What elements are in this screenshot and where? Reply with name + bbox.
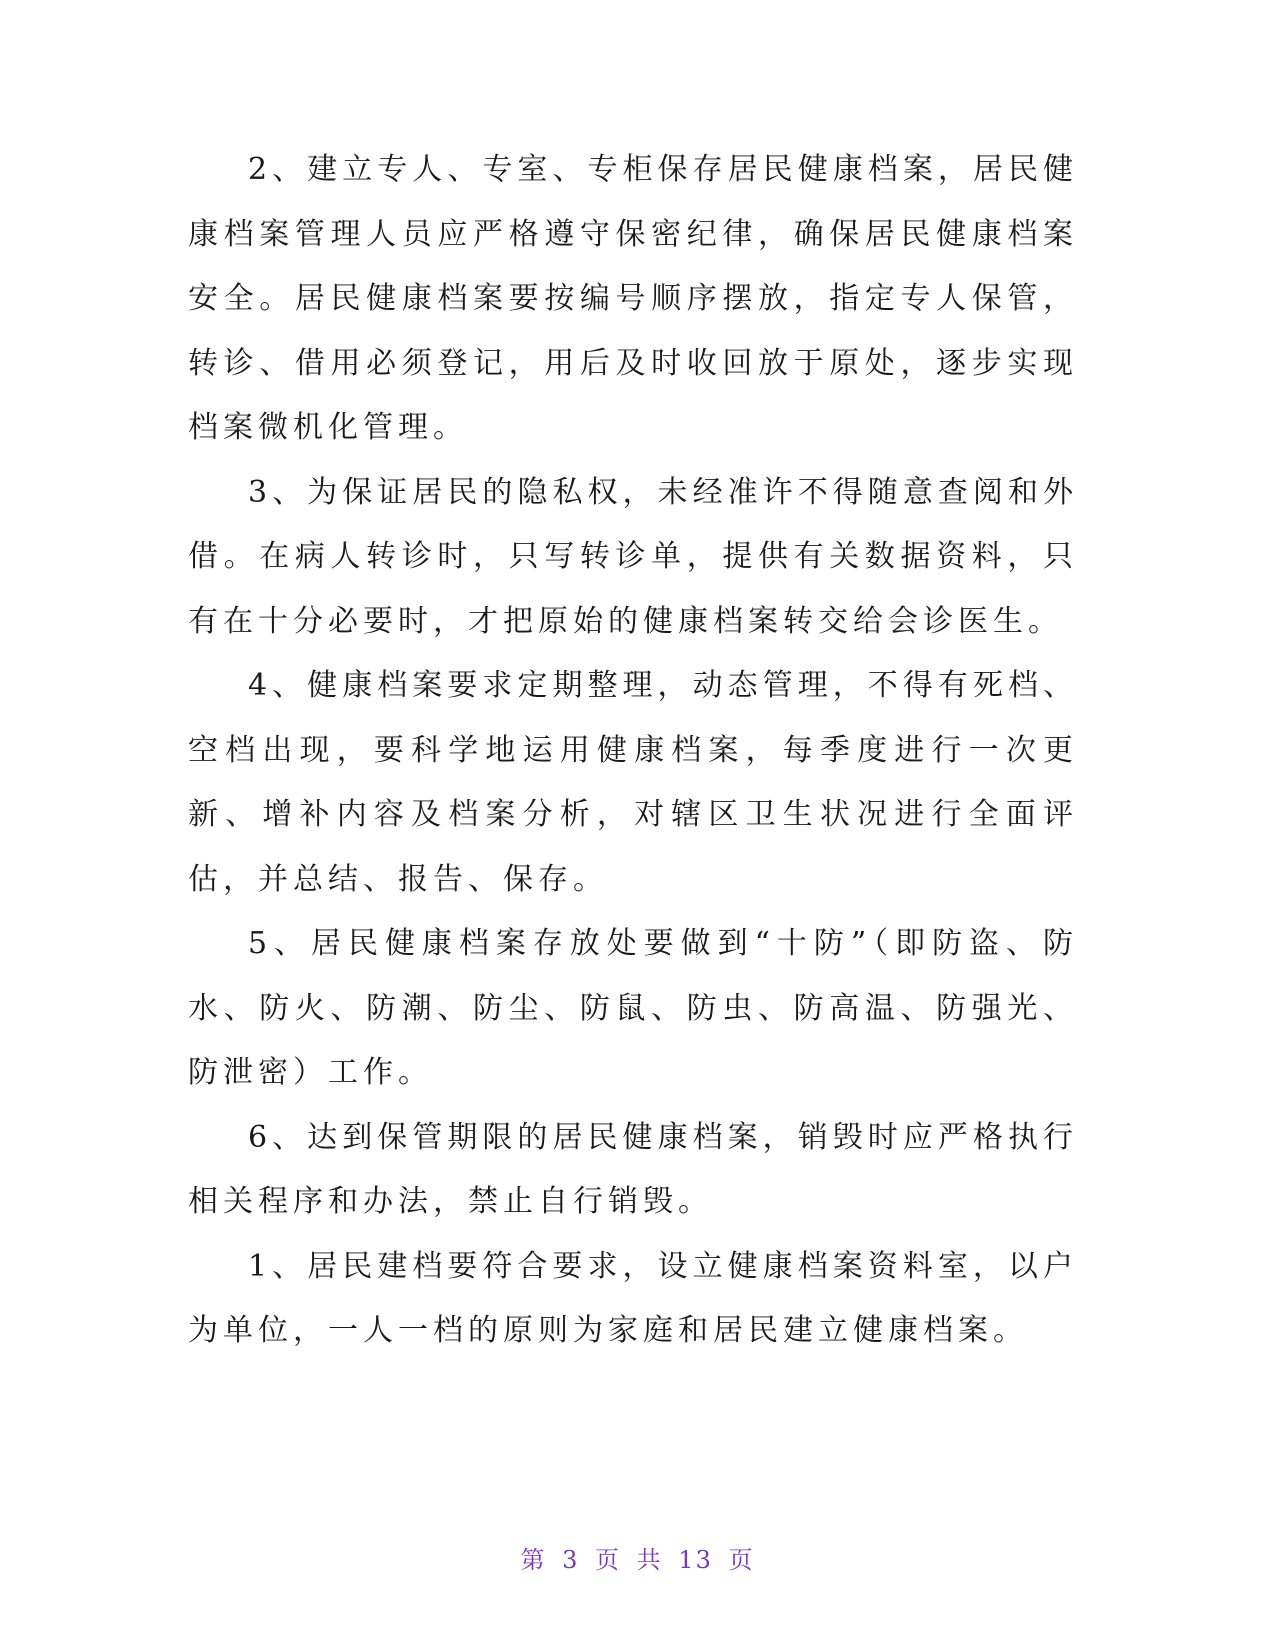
paragraph-item-3: 3、为保证居民的隐私权，未经准许不得随意查阅和外借。在病人转诊时，只写转诊单，提供有关数据资料，只有在十分必要时，才把原始的健康档案转交给会诊医生。	[188, 474, 1078, 639]
paragraph-item-2: 2、建立专人、专室、专柜保存居民健康档案，居民健康档案管理人员应严格遵守保密纪律，确保居民健康档案安全。居民健康档案要按编号顺序摆放，指定专人保管，转诊、借用必须登记，用后及时收回放于原处，逐步实现档案微机化管理。	[188, 152, 1078, 445]
page-number-footer: 第 3 页 共 13 页	[520, 1546, 755, 1574]
paragraph-item-4: 4、健康档案要求定期整理，动态管理，不得有死档、空档出现，要科学地运用健康档案，每季度进行一次更新、增补内容及档案分析，对辖区卫生状况进行全面评估，并总结、报告、保存。	[188, 668, 1078, 897]
paragraph-item-1: 1、居民建档要符合要求，设立健康档案资料室，以户为单位，一人一档的原则为家庭和居民建立健康档案。	[188, 1248, 1078, 1348]
paragraph-item-5: 5、居民健康档案存放处要做到“十防”（即防盗、防水、防火、防潮、防尘、防鼠、防虫、防高温、防强光、防泄密）工作。	[188, 926, 1078, 1090]
document-body	[188, 138, 1078, 1364]
paragraph-item-6: 6、达到保管期限的居民健康档案，销毁时应严格执行相关程序和办法，禁止自行销毁。	[188, 1119, 1078, 1219]
